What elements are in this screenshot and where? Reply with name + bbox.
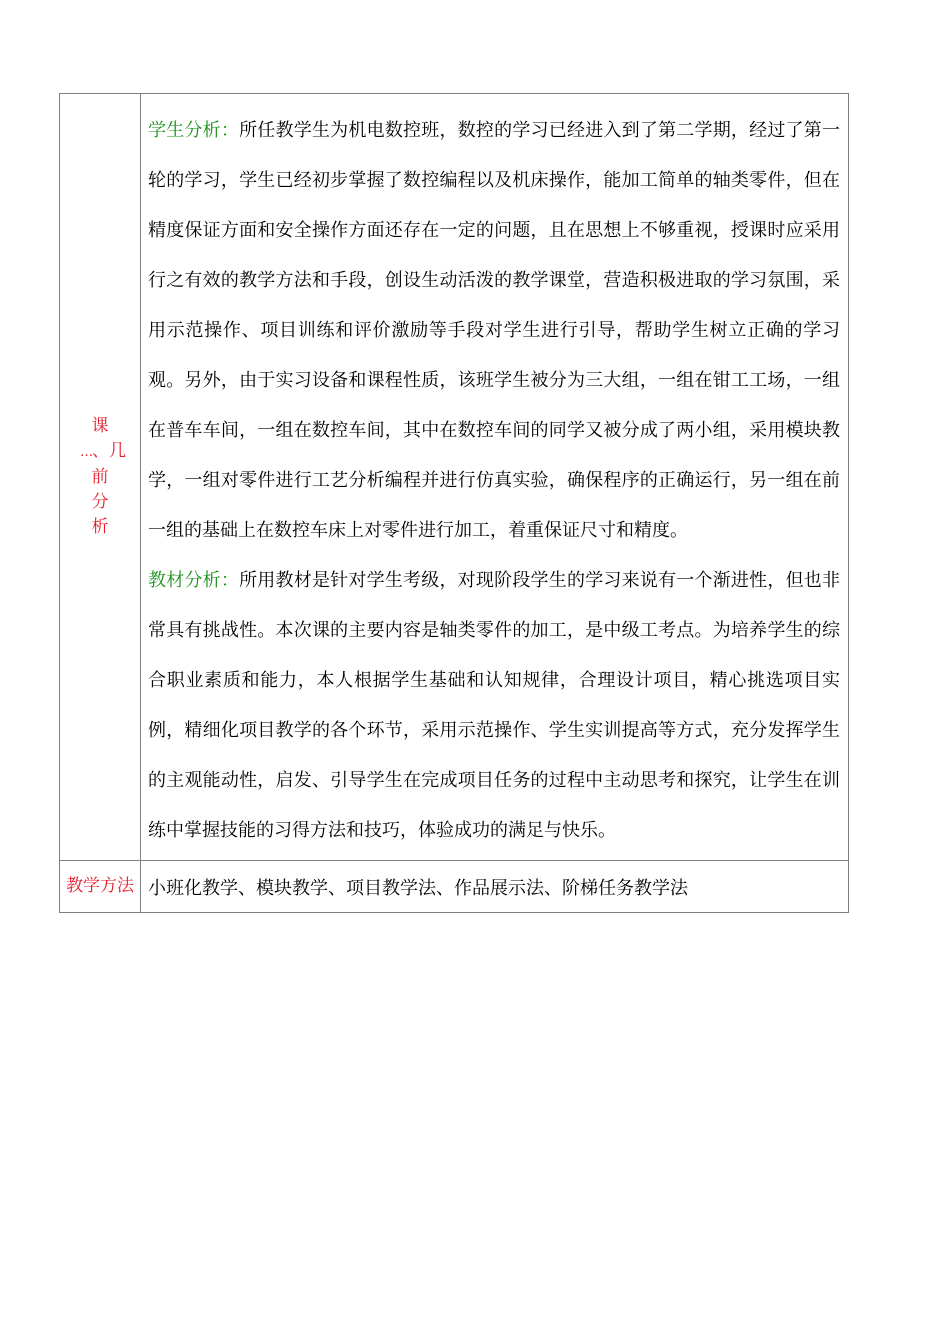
label-line-2: [80, 439, 126, 465]
teaching-method-row: [60, 861, 849, 913]
student-analysis-paragraph: [148, 106, 840, 556]
student-analysis-heading: 学生分析：: [148, 120, 240, 141]
label-ellipsis: …: [80, 445, 92, 460]
pre-class-analysis-label: [60, 414, 140, 540]
student-analysis-text: 所任教学生为机电数控班，数控的学习已经进入到了第二学期，经过了第一轮的学习，学生已经初步掌握了数控编程以及机床操作，能加工简单的轴类零件，但在精度保证方面和安全操作方面还存在一定的问题，且在思想上不够重视，授课时应采用行之有效的教学方法和手段，创设生动活泼的教学课堂，营造积极进取的学习氛围，采用示范操作、项目训练和评价激励等手段对学生进行引导，帮助学生树立正确的学习观。另外，由于实习设备和课程性质，该班学生被分为三大组，一组在钳工工场，一组在普车车间，一组在数控车间，其中在数控车间的同学又被分成了两小组，采用模块教学，一组对零件进行工艺分析编程并进行仿真实验，确保程序的正确运行，另一组在前一组的基础上在数控车床上对零件进行加工，着重保证尺寸和精度。: [148, 120, 841, 541]
label-line-3: 前: [91, 467, 109, 487]
material-analysis-text: 所用教材是针对学生考级，对现阶段学生的学习来说有一个渐进性，但也非常具有挑战性。本次课的主要内容是轴类零件的加工，是中级工考点。为培养学生的综合职业素质和能力，本人根据学生基础和认知规律，合理设计项目，精心挑选项目实例，精细化项目教学的各个环节，采用示范操作、学生实训提高等方式，充分发挥学生的主观能动性，启发、引导学生在完成项目任务的过程中主动思考和探究，让学生在训练中掌握技能的习得方法和技巧，体验成功的满足与快乐。: [148, 570, 841, 841]
material-analysis-paragraph: [148, 556, 840, 856]
pre-class-analysis-row: [60, 94, 849, 861]
lesson-plan-table: [59, 93, 849, 913]
label-line-1: 课: [91, 416, 109, 436]
pre-class-analysis-label-cell: [60, 94, 141, 861]
label-line-4: 分: [91, 492, 109, 512]
label-line-5: 析: [91, 517, 109, 537]
teaching-method-label: 教学方法: [60, 861, 141, 913]
pre-class-analysis-content: [141, 94, 849, 861]
material-analysis-heading: 教材分析：: [148, 570, 240, 591]
label-line-2-text: 、几: [92, 441, 126, 461]
teaching-method-content: 小班化教学、模块教学、项目教学法、作品展示法、阶梯任务教学法: [141, 861, 849, 913]
